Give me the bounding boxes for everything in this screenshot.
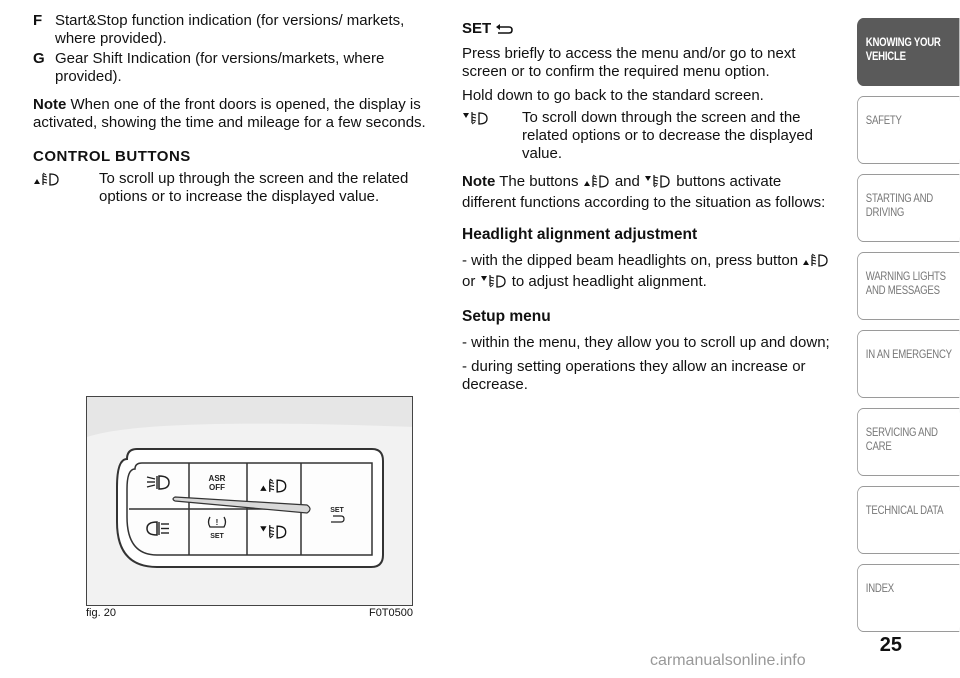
down-button-description bbox=[462, 109, 832, 163]
left-column bbox=[33, 12, 443, 206]
right-column bbox=[462, 20, 832, 394]
tab-warning-lights[interactable]: WARNING LIGHTS AND MESSAGES bbox=[857, 252, 959, 320]
figure-code: F0T0500 bbox=[368, 607, 413, 619]
tab-index[interactable]: INDEX bbox=[857, 564, 959, 632]
headlight-heading: Headlight alignment adjustment bbox=[462, 226, 698, 243]
note2-mid: and bbox=[614, 173, 640, 190]
setup-para-2: - during setting operations they allow an increase or decrease. bbox=[462, 358, 806, 393]
up-arrow-headlight-icon bbox=[802, 252, 830, 273]
legend-text-g: Gear Shift Indication (for versions/markets, where provided). bbox=[55, 50, 385, 85]
headlight-text bbox=[462, 252, 832, 294]
headlight-pre: - with the dipped beam headlights on, press button bbox=[462, 252, 799, 269]
headlight-or: or bbox=[462, 273, 476, 290]
off-label: OFF bbox=[209, 483, 225, 492]
tab-starting-and-driving[interactable]: STARTING AND DRIVING bbox=[857, 174, 959, 242]
set-para-1: Press briefly to access the menu and/or go to next screen or to confirm the required menu option. bbox=[462, 45, 796, 80]
svg-text:!: ! bbox=[215, 518, 219, 527]
asr-label: ASR bbox=[208, 474, 226, 483]
up-button-description bbox=[33, 170, 443, 206]
down-arrow-headlight-icon bbox=[462, 110, 490, 131]
note-text: When one of the front doors is opened, the display is activated, showing the time and mileage for a few seconds. bbox=[33, 96, 426, 131]
tpms-set-label: SET bbox=[210, 533, 224, 540]
down-text: To scroll down through the screen and the related options or to decrease the displayed value. bbox=[522, 109, 814, 162]
headlight-post: to adjust headlight alignment. bbox=[511, 273, 707, 290]
control-buttons-heading: CONTROL BUTTONS bbox=[33, 148, 191, 165]
setup-heading: Setup menu bbox=[462, 308, 551, 325]
note2-pre: The buttons bbox=[499, 173, 579, 190]
note2-label: Note bbox=[462, 173, 496, 190]
set-heading bbox=[462, 20, 832, 41]
up-arrow-headlight-icon bbox=[33, 171, 61, 192]
legend-letter-g: G bbox=[33, 50, 45, 67]
down-arrow-headlight-icon bbox=[480, 273, 508, 294]
chapter-sidebar bbox=[857, 18, 960, 628]
tab-in-an-emergency[interactable]: IN AN EMERGENCY bbox=[857, 330, 959, 398]
up-arrow-headlight-icon bbox=[583, 173, 611, 194]
watermark: carmanualsonline.info bbox=[650, 652, 806, 669]
legend-text-f: Start&Stop function indication (for versions/ markets, where provided). bbox=[55, 12, 405, 47]
setup-para-1: - within the menu, they allow you to scroll up and down; bbox=[462, 334, 830, 351]
legend-letter-f: F bbox=[33, 12, 43, 29]
set-button-label: SET bbox=[330, 507, 344, 514]
note-label: Note bbox=[33, 96, 67, 113]
legend-item-g bbox=[33, 50, 443, 86]
control-panel-illustration bbox=[87, 397, 413, 606]
tab-safety[interactable]: SAFETY bbox=[857, 96, 959, 164]
down-arrow-headlight-icon bbox=[644, 173, 672, 194]
note2-post: buttons activate different functions according to the situation as follows: bbox=[462, 173, 826, 211]
tab-knowing-your-vehicle[interactable]: KNOWING YOUR VEHICLE bbox=[857, 18, 959, 86]
figure-control-panel bbox=[86, 396, 413, 606]
note-buttons bbox=[462, 173, 832, 212]
set-label: SET bbox=[462, 20, 492, 37]
page-number: 25 bbox=[879, 634, 902, 656]
legend-item-f bbox=[33, 12, 443, 48]
up-text: To scroll up through the screen and the related options or to increase the displayed value. bbox=[99, 170, 409, 205]
figure-number: fig. 20 bbox=[86, 607, 116, 619]
note-doors bbox=[33, 96, 443, 132]
set-para-2: Hold down to go back to the standard screen. bbox=[462, 87, 764, 104]
tab-technical-data[interactable]: TECHNICAL DATA bbox=[857, 486, 959, 554]
return-arrow-icon bbox=[495, 22, 513, 41]
tab-servicing-and-care[interactable]: SERVICING AND CARE bbox=[857, 408, 959, 476]
